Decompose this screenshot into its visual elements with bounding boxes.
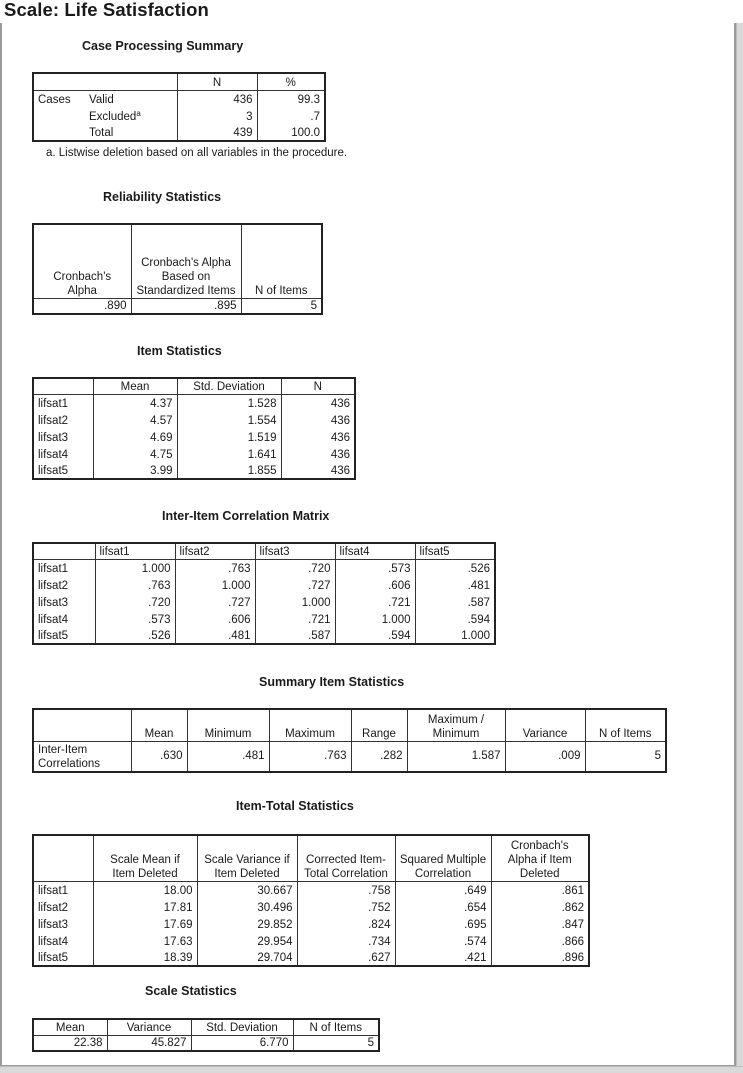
row-label: lifsat4 [33, 932, 93, 949]
reliability-table [32, 223, 323, 315]
header-alpha: Cronbach's Alpha [33, 224, 131, 298]
scale-stats-title: Scale Statistics [145, 984, 237, 998]
scale-stats-table [32, 1018, 380, 1052]
item-stats-title: Item Statistics [137, 344, 222, 358]
column-header: lifsat4 [335, 543, 415, 559]
summary-item-table [32, 708, 667, 773]
column-header: lifsat2 [175, 543, 255, 559]
header-n: N [177, 73, 257, 90]
table-row: .890 .895 5 [33, 298, 322, 314]
item-total-title: Item-Total Statistics [236, 799, 354, 813]
table-row: lifsat3 .720 .727 1.000 .721 .587 [33, 593, 495, 610]
header-maximum: Maximum [269, 709, 351, 741]
table-row: lifsat5 .526 .481 .587 .594 1.000 [33, 627, 495, 644]
row-label: lifsat4 [33, 445, 93, 462]
row-label: lifsat3 [33, 915, 93, 932]
case-summary-table [32, 72, 326, 142]
table-row: lifsat5 18.39 29.704 .627 .421 .896 [33, 949, 589, 966]
header-mean: Mean [93, 378, 177, 394]
case-summary-title: Case Processing Summary [82, 39, 244, 53]
correlation-matrix-table [32, 542, 496, 645]
footnote-marker: a [136, 109, 141, 118]
header-scale-mean: Scale Mean if Item Deleted [93, 835, 197, 881]
summary-item-title: Summary Item Statistics [259, 675, 405, 689]
correlation-title: Inter-Item Correlation Matrix [162, 509, 330, 523]
header-squared-multiple: Squared Multiple Correlation [395, 835, 491, 881]
column-header: lifsat3 [255, 543, 335, 559]
row-label: Valid [85, 90, 177, 107]
header-alpha-if-deleted: Cronbach's Alpha if Item Deleted [491, 835, 589, 881]
row-label: Inter-Item Correlations [33, 741, 131, 772]
table-row: lifsat4 17.63 29.954 .734 .574 .866 [33, 932, 589, 949]
column-header: lifsat5 [415, 543, 495, 559]
header-alpha-standardized: Cronbach's Alpha Based on Standardized Items [131, 224, 241, 298]
row-label: lifsat5 [33, 949, 93, 966]
row-label: lifsat3 [33, 593, 95, 610]
header-mean: Mean [131, 709, 187, 741]
header-variance: Variance [107, 1019, 191, 1035]
row-label: lifsat2 [33, 898, 93, 915]
row-label: lifsat5 [33, 462, 93, 479]
row-group-label: Cases [38, 94, 71, 106]
reliability-title: Reliability Statistics [103, 190, 222, 204]
header-max-min-ratio: Maximum / Minimum [407, 709, 505, 741]
table-row: lifsat4 4.75 1.641 436 [33, 445, 355, 462]
row-label: lifsat1 [33, 559, 95, 576]
table-row: 22.38 45.827 6.770 5 [33, 1035, 379, 1051]
row-label: lifsat5 [33, 627, 95, 644]
header-std-deviation: Std. Deviation [177, 378, 281, 394]
row-label: lifsat1 [33, 881, 93, 898]
column-header: lifsat1 [95, 543, 175, 559]
table-row: lifsat3 4.69 1.519 436 [33, 428, 355, 445]
header-percent: % [257, 73, 325, 90]
row-label: lifsat3 [33, 428, 93, 445]
header-n-items: N of Items [293, 1019, 379, 1035]
vertical-scrollbar[interactable] [736, 23, 743, 1073]
row-label: lifsat2 [33, 576, 95, 593]
header-corrected-correlation: Corrected Item-Total Correlation [297, 835, 395, 881]
table-row: Excluded$^a$ 3 .7 [33, 107, 325, 124]
table-row: lifsat1 4.37 1.528 436 [33, 394, 355, 411]
header-scale-variance: Scale Variance if Item Deleted [197, 835, 297, 881]
row-label: lifsat1 [33, 394, 93, 411]
row-label: lifsat2 [33, 411, 93, 428]
case-summary-footnote: a. Listwise deletion based on all variables in the procedure. [46, 147, 348, 159]
header-mean: Mean [33, 1019, 107, 1035]
row-label: Excluded$^a$ [85, 107, 177, 124]
row-label: lifsat4 [33, 610, 95, 627]
header-n-items: N of Items [241, 224, 322, 298]
header-std-deviation: Std. Deviation [191, 1019, 293, 1035]
table-row: Cases Valid 436 99.3 [33, 90, 325, 107]
header-range: Range [351, 709, 407, 741]
header-variance: Variance [505, 709, 585, 741]
table-row: lifsat2 .763 1.000 .727 .606 .481 [33, 576, 495, 593]
horizontal-scrollbar[interactable] [0, 1066, 743, 1073]
table-row: lifsat1 1.000 .763 .720 .573 .526 [33, 559, 495, 576]
header-n-items: N of Items [585, 709, 666, 741]
page-title: Scale: Life Satisfaction [4, 0, 209, 20]
table-row: lifsat4 .573 .606 .721 1.000 .594 [33, 610, 495, 627]
row-label: Total [85, 124, 177, 141]
table-row: Inter-Item Correlations .630 .481 .763 .282 1.587 .009 5 [33, 741, 666, 772]
table-row: Total 439 100.0 [33, 124, 325, 141]
header-n: N [281, 378, 355, 394]
table-row: lifsat1 18.00 30.667 .758 .649 .861 [33, 881, 589, 898]
table-row: lifsat2 17.81 30.496 .752 .654 .862 [33, 898, 589, 915]
header-minimum: Minimum [187, 709, 269, 741]
table-row: lifsat3 17.69 29.852 .824 .695 .847 [33, 915, 589, 932]
item-stats-table [32, 377, 356, 480]
table-row: lifsat5 3.99 1.855 436 [33, 462, 355, 479]
table-row: lifsat2 4.57 1.554 436 [33, 411, 355, 428]
item-total-table [32, 834, 590, 967]
